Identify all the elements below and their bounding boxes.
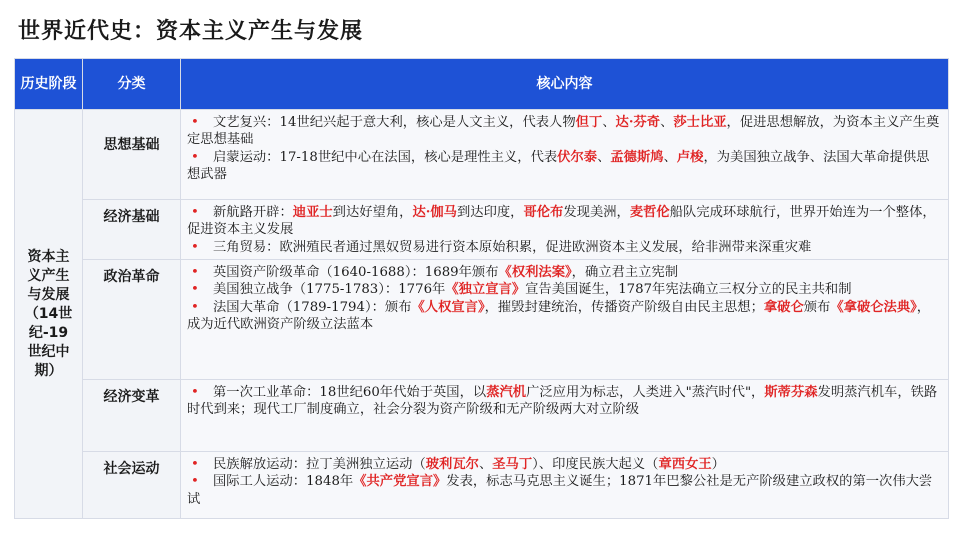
table-row [15,200,949,260]
list-item: • 三角贸易：欧洲殖民者通过黑奴贸易进行资本原始积累，促进欧洲资本主义发展，给非洲带来深重灾难 [187,239,942,256]
bullet-icon: • [191,149,199,165]
list-item: • 文艺复兴：14世纪兴起于意大利，核心是人文主义，代表人物但丁、达·芬奇、莎士比亚，促进思想解放，为资本主义产生奠定思想基础 [187,115,940,148]
list-item: • 民族解放运动：拉丁美洲独立运动（玻利瓦尔、圣马丁）、印度民族大起义（章西女王） [187,456,942,473]
history-table [14,58,949,519]
header-period: 历史阶段 [15,59,83,110]
list-item: • 法国大革命（1789-1794）：颁布《人权宣言》，摧毁封建统治，传播资产阶级自由民主思想；拿破仑颁布《拿破仑法典》，成为近代欧洲资产阶级立法蓝本 [187,299,931,333]
list-item: • 国际工人运动：1848年《共产党宣言》发表，标志马克思主义诞生；1871年巴黎公社是无产阶级建立政权的第一次伟大尝试 [187,474,933,507]
period-cell: 资本主义产生与发展（14世纪-19世纪中期） [15,110,83,519]
table-row [15,110,949,200]
table-row [15,260,949,380]
category-cell: 社会运动 [83,452,181,519]
content-cell [181,452,949,519]
category-cell: 思想基础 [83,110,181,200]
content-cell [181,380,949,452]
bullet-icon: • [191,299,199,315]
page-title: 世界近代史：资本主义产生与发展 [18,19,364,44]
bullet-icon: • [191,205,199,220]
bullet-icon: • [191,115,199,130]
bullet-icon: • [191,457,199,472]
list-item: • 新航路开辟：迪亚士到达好望角，达·伽马到达印度，哥伦布发现美洲，麦哲伦船队完成环球航行，世界开始连为一个整体，促进资本主义发展 [187,205,936,238]
bullet-icon: • [191,265,199,280]
content-cell [181,110,949,200]
bullet-icon: • [191,239,199,255]
category-cell: 经济基础 [83,200,181,260]
header-content: 核心内容 [181,59,949,110]
list-item: • 英国资产阶级革命（1640-1688）：1689年颁布《权利法案》，确立君主立宪制 [187,264,942,281]
header-category: 分类 [83,59,181,110]
content-cell [181,260,949,380]
category-cell: 政治革命 [83,260,181,380]
table-row [15,452,949,519]
category-cell: 经济变革 [83,380,181,452]
bullet-icon: • [191,385,199,400]
list-item: • 第一次工业革命：18世纪60年代始于英国，以蒸汽机广泛应用为标志，人类进入"蒸汽时代"，斯蒂芬森发明蒸汽机车，铁路时代到来；现代工厂制度确立，社会分裂为资产阶级和无产阶级两大对立阶级 [187,385,938,418]
table-header-row [15,59,949,110]
bullet-icon: • [191,474,199,490]
list-item: • 美国独立战争（1775-1783）：1776年《独立宣言》宣告美国诞生，1787年宪法确立三权分立的民主共和制 [187,281,942,298]
bullet-icon: • [191,282,199,298]
content-cell [181,200,949,260]
list-item: • 启蒙运动：17-18世纪中心在法国，核心是理性主义，代表伏尔泰、孟德斯鸠、卢梭，为美国独立战争、法国大革命提供思想武器 [187,149,930,183]
table-row [15,380,949,452]
